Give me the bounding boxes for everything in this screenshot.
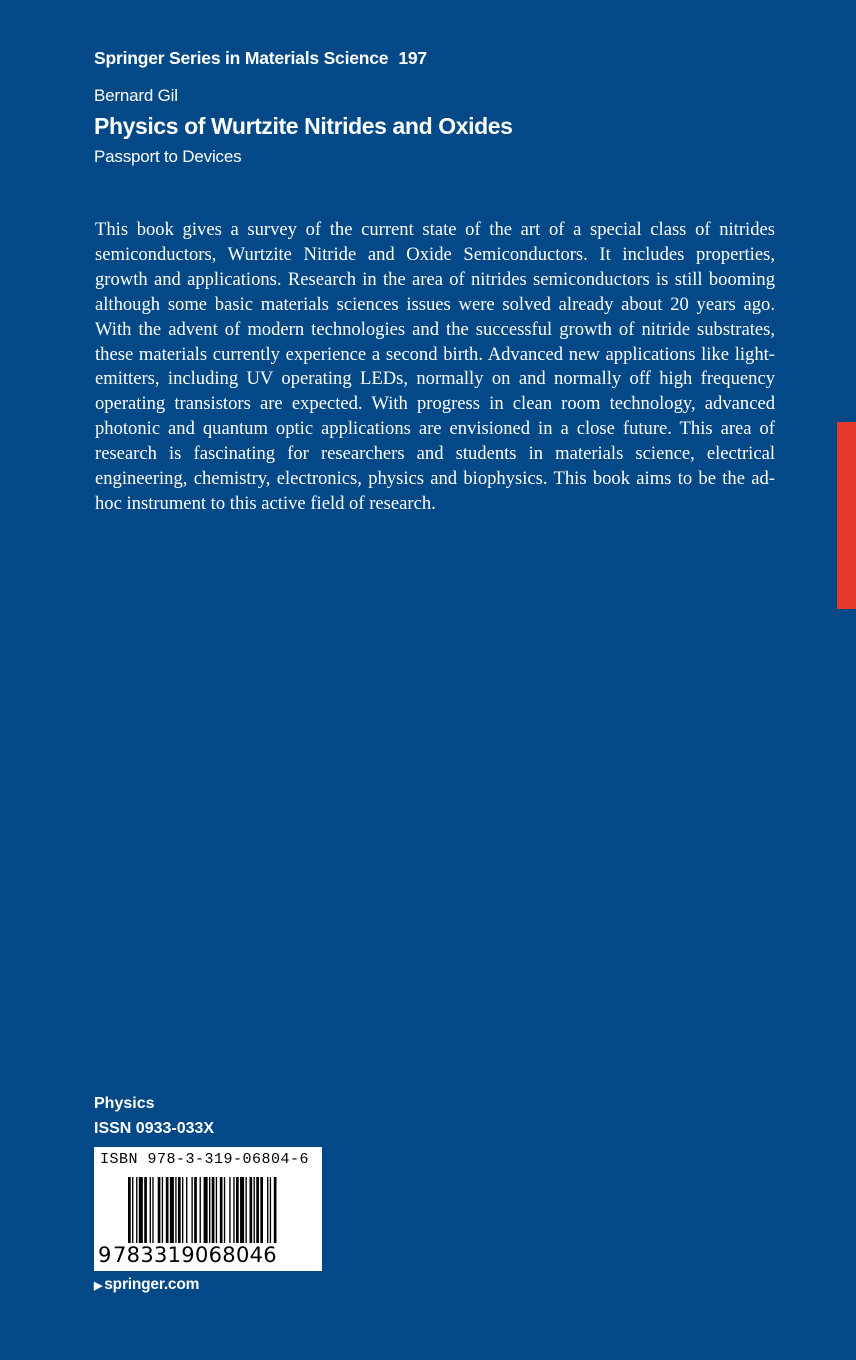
barcode-bar <box>267 1177 268 1250</box>
barcode-bar <box>224 1177 225 1250</box>
barcode-bar <box>236 1177 239 1250</box>
website-text: springer.com <box>104 1276 200 1293</box>
series-line <box>94 48 427 69</box>
barcode-bar <box>166 1177 169 1250</box>
series-name: Springer Series in Materials Science <box>94 48 389 68</box>
barcode-bar <box>158 1177 161 1250</box>
barcode-panel <box>94 1147 322 1271</box>
barcode-bar <box>194 1177 197 1250</box>
barcode-bar <box>182 1177 183 1250</box>
barcode-bar <box>191 1177 192 1250</box>
barcode-bar <box>178 1177 181 1250</box>
barcode-bar <box>186 1177 187 1250</box>
barcode-bar <box>260 1177 263 1250</box>
book-title: Physics of Wurtzite Nitrides and Oxides <box>94 113 513 139</box>
barcode-bar <box>209 1177 210 1250</box>
barcode-bar <box>136 1177 137 1250</box>
arrow-right-icon: ▶ <box>94 1280 103 1292</box>
barcode-bar <box>170 1177 174 1250</box>
ean-lead-digit: 9 <box>98 1243 112 1267</box>
publisher-website-link[interactable] <box>94 1276 199 1294</box>
series-volume: 197 <box>398 48 427 68</box>
book-subtitle: Passport to Devices <box>94 147 242 166</box>
barcode-bar <box>144 1177 147 1250</box>
back-cover-blurb: This book gives a survey of the current state of the art of a special class of nitrides semiconductors, Wurtzite Nitride and Oxide Semiconductors. It includes properties, growth and applications. Research in the area of nitrides semiconductors is still booming although some basic materials sciences issues were solved already about 20 years ago. With the advent of modern technologies and the successful growth of nitride substrates, these materials currently experience a second birth. Advanced new applications like light-emitters, including UV operating LEDs, normally on and normally off high frequency operating transistors are expected. With progress in clean room technology, advanced photonic and quantum optic applications are envisioned in a close future. This area of research is fascinating for researchers and students in materials science, electrical engineering, chemistry, electronics, physics and biophysics. This book aims to be the ad-hoc instrument to this active field of research. <box>95 219 775 514</box>
issn-number: ISSN 0933-033X <box>94 1120 215 1137</box>
subject-category: Physics <box>94 1095 155 1112</box>
author-name: Bernard Gil <box>94 86 178 105</box>
barcode-bar <box>175 1177 176 1250</box>
barcode-bar <box>229 1177 230 1250</box>
barcode-bar <box>245 1177 246 1250</box>
barcode-bar <box>152 1177 153 1250</box>
ean-digits: 783319068046 <box>113 1243 277 1267</box>
barcode-bar <box>233 1177 234 1250</box>
barcode-bar <box>162 1177 163 1250</box>
barcode-bar <box>250 1177 253 1250</box>
isbn-text: ISBN 978-3-319-06804-6 <box>100 1151 310 1168</box>
barcode-bar <box>256 1177 259 1250</box>
barcode-bar <box>270 1177 271 1250</box>
barcode-bar <box>240 1177 244 1250</box>
barcode-bar <box>200 1177 201 1250</box>
barcode-bar <box>212 1177 215 1250</box>
barcode-bar <box>150 1177 151 1250</box>
barcode-bar <box>220 1177 223 1250</box>
barcode-bar <box>139 1177 143 1250</box>
barcode-bar <box>254 1177 255 1250</box>
accent-tab <box>837 422 856 609</box>
barcode-bar <box>216 1177 217 1250</box>
